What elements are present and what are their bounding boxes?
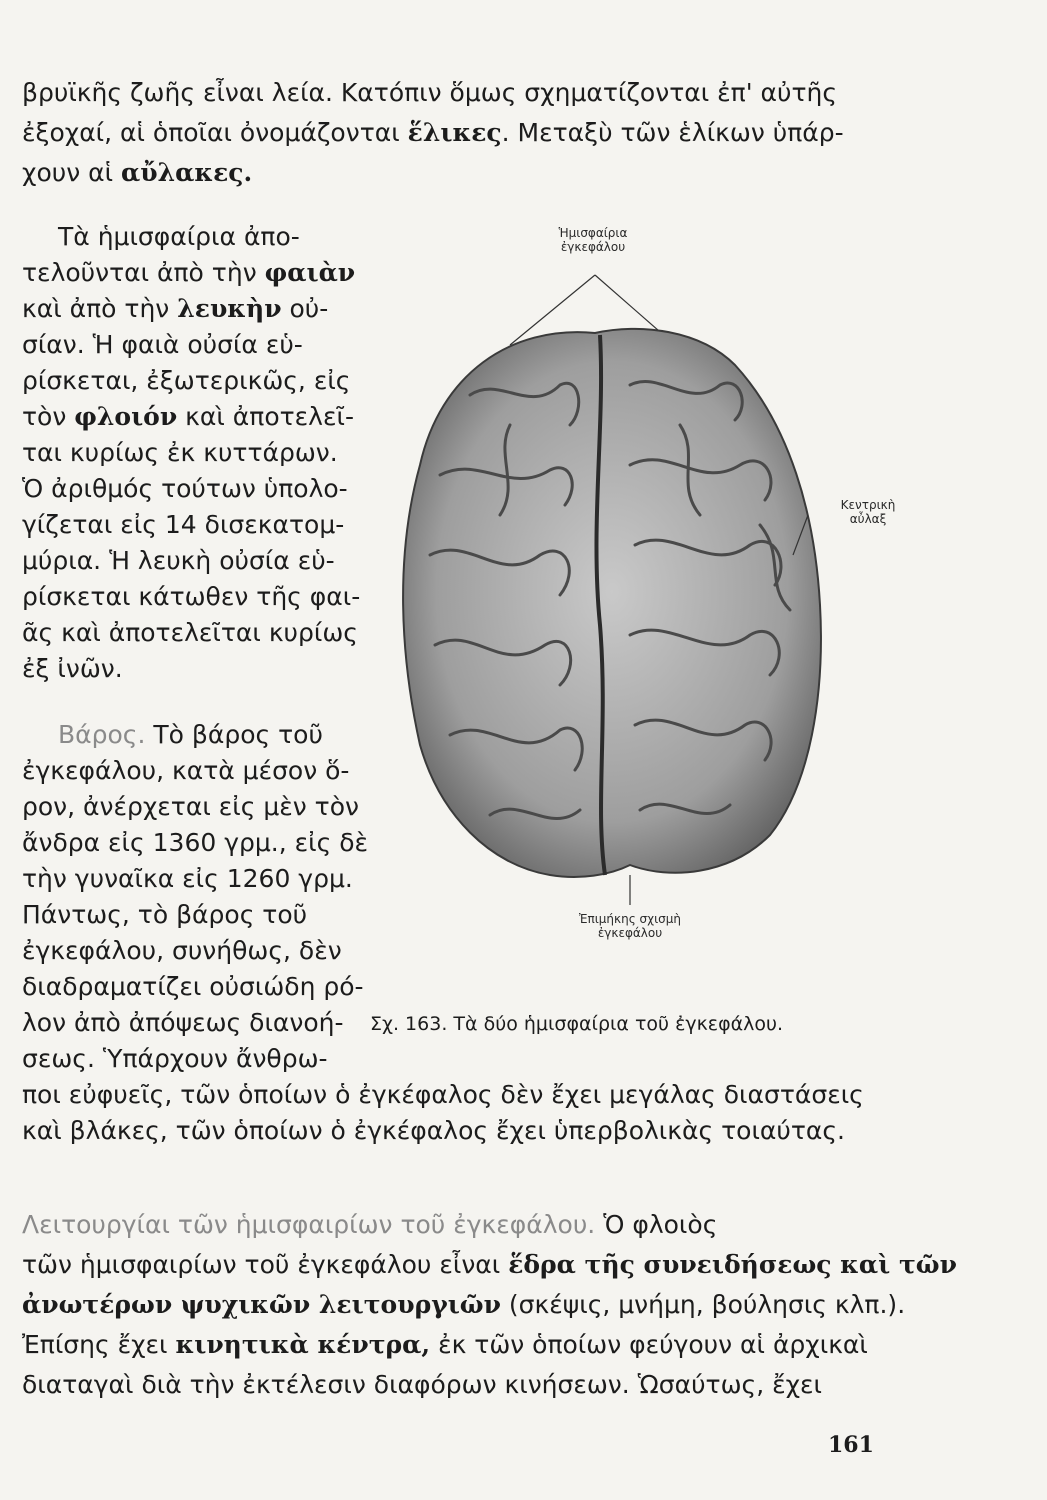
text-line: σίαν. Ἡ φαιὰ οὐσία εὑ- [22,330,303,359]
text-line: γίζεται εἰς 14 δισεκατομ- [22,510,345,539]
text-line: Πάντως, τὸ βάρος τοῦ [22,900,308,929]
text-line: τελοῦνται ἀπὸ τὴν φαιὰν [22,258,356,287]
text-line: ἀνωτέρων ψυχικῶν λειτουργιῶν (σκέψις, μνήμη, βούλησις κλπ.). [22,1290,906,1319]
text-line: τῶν ἡμισφαιρίων τοῦ ἐγκεφάλου εἶναι ἕδρα τῆς συνειδήσεως καὶ τῶν [22,1250,957,1279]
text-line: σεως. Ὑπάρχουν ἄνθρω- [22,1044,328,1073]
text-line: ἐξ ἰνῶν. [22,654,123,683]
text-line: διαδραματίζει οὐσιώδη ρό- [22,972,364,1001]
text-line: βρυϊκῆς ζωῆς εἶναι λεία. Κατόπιν ὅμως σχηματίζονται ἐπ' αὐτῆς [22,78,838,107]
text-line: ται κυρίως ἐκ κυττάρων. [22,438,338,467]
page-number: 161 [828,1432,874,1458]
text-line: Ὁ ἀριθμός τούτων ὑπολο- [22,474,348,503]
figure-label-central-sulcus: Κεντρικὴ αὖλαξ [840,498,896,526]
text-line: ἄνδρα εἰς 1360 γρμ., εἰς δὲ [22,828,369,857]
text-line: Ἐπίσης ἔχει κινητικὰ κέντρα, ἐκ τῶν ὁποίων φεύγουν αἱ ἀρχικαὶ [22,1330,868,1359]
brain-illustration [380,225,940,955]
text-line: ρον, ἀνέρχεται εἰς μὲν τὸν [22,792,359,821]
text-line: ᾶς καὶ ἀποτελεῖται κυρίως [22,618,358,647]
text-line: λον ἀπὸ ἀπόψεως διανοή- [22,1008,344,1037]
text-line: τὸν φλοιόν καὶ ἀποτελεῖ- [22,402,354,431]
text-line: διαταγαὶ διὰ τὴν ἐκτέλεσιν διαφόρων κινήσεων. Ὡσαύτως, ἔχει [22,1370,823,1399]
text-line: καὶ ἀπὸ τὴν λευκὴν οὐ- [22,294,329,323]
text-line: χουν αἱ αὔλακες. [22,158,253,187]
figure-label-longitudinal-fissure: Ἐπιμήκης σχισμὴ ἐγκεφάλου [578,912,682,940]
text-line: ἐγκεφάλου, κατὰ μέσον ὅ- [22,756,350,785]
text-line: Τὰ ἡμισφαίρια ἀπο- [58,222,300,251]
text-line: μύρια. Ἡ λευκὴ οὐσία εὑ- [22,546,335,575]
text-line: ρίσκεται, ἐξωτερικῶς, εἰς [22,366,351,395]
figure-label-hemispheres: Ἡμισφαίρια ἐγκεφάλου [558,226,628,254]
text-line: ρίσκεται κάτωθεν τῆς φαι- [22,582,361,611]
text-line: Λειτουργίαι τῶν ἡμισφαιρίων τοῦ ἐγκεφάλου. Ὁ φλοιὸς [22,1210,718,1239]
text-line: ποι εὐφυεῖς, τῶν ὁποίων ὁ ἐγκέφαλος δὲν ἔχει μεγάλας διαστάσεις [22,1080,864,1109]
text-line: Βάρος. Τὸ βάρος τοῦ [58,720,323,749]
brain-hemispheres [403,329,821,877]
text-line: καὶ βλάκες, τῶν ὁποίων ὁ ἐγκέφαλος ἔχει ὑπερβολικὰς τοιαύτας. [22,1116,845,1145]
text-line: ἐγκεφάλου, συνήθως, δὲν [22,936,342,965]
section-heading: Λειτουργίαι τῶν ἡμισφαιρίων τοῦ ἐγκεφάλου. [22,1210,596,1239]
text-line: τὴν γυναῖκα εἰς 1260 γρμ. [22,864,353,893]
section-heading: Βάρος. [58,720,146,749]
figure-caption: Σχ. 163. Τὰ δύο ἡμισφαίρια τοῦ ἐγκεφάλου. [370,1013,784,1035]
text-line: ἐξοχαί, αἱ ὁποῖαι ὀνομάζονται ἕλικες. Μεταξὺ τῶν ἑλίκων ὑπάρ- [22,118,844,147]
